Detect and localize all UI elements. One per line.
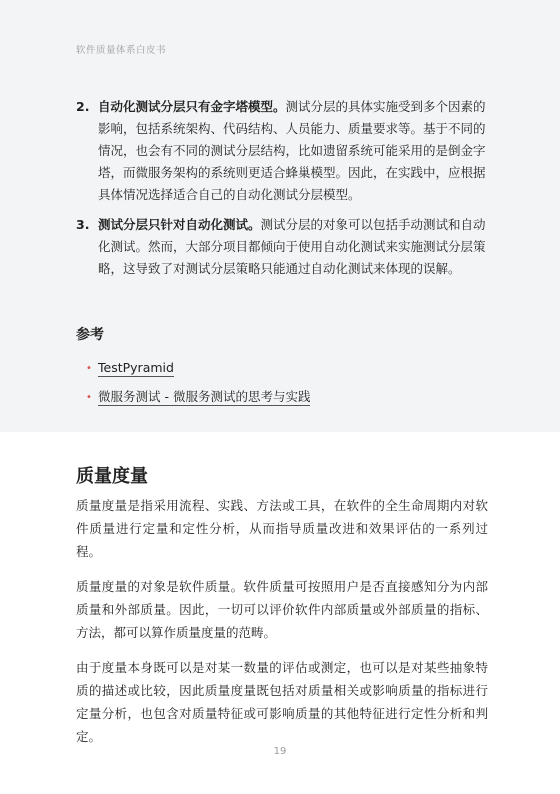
list-item (76, 96, 488, 206)
numbered-list (76, 96, 488, 288)
section-title: 质量度量 (76, 466, 148, 487)
list-item-text (98, 96, 488, 206)
list-item (76, 214, 488, 280)
references-heading: 参考 (76, 327, 104, 343)
reference-link-testpyramid[interactable]: TestPyramid (98, 359, 174, 375)
paragraph: 由于度量本身既可以是对某一数量的评估或测定，也可以是对某些抽象特质的描述或比较，因此质量度量既包括对质量相关或影响质量的指标进行定量分析，也包含对质量特征或可影响质量的其他特征进行定性分析和判定。 (76, 660, 488, 744)
paragraph: 质量度量的对象是软件质量。软件质量可按照用户是否直接感知分为内部质量和外部质量。因此，一切可以评价软件内部质量或外部质量的指标、方法，都可以算作质量度量的范畴。 (76, 579, 488, 640)
bullet-icon: • (86, 362, 92, 374)
list-item-lead: 测试分层只针对自动化测试。 (98, 217, 261, 232)
list-item-text (98, 214, 488, 280)
list-item-body: 测试分层的具体实施受到多个因素的影响，包括系统架构、代码结构、人员能力、质量要求等。基于不同的情况，也会有不同的测试分层结构，比如遗留系统可能采用的是倒金字塔，而微服务架构的系统则更适合蜂巢模型。因此，在实践中，应根据具体情况选择适合自己的自动化测试分层模型。 (98, 99, 486, 202)
paragraph: 质量度量是指采用流程、实践、方法或工具，在软件的全生命周期内对软件质量进行定量和定性分析，从而指导质量改进和效果评估的一系列过程。 (76, 498, 488, 559)
list-item-body: 测试分层的对象可以包括手动测试和自动化测试。然而，大部分项目都倾向于使用自动化测试来实施测试分层策略，这导致了对测试分层策略只能通过自动化测试来体现的误解。 (98, 217, 486, 276)
list-item-number: 3. (76, 217, 90, 232)
references-list (86, 356, 310, 414)
running-header: 软件质量体系白皮书 (76, 45, 167, 56)
reference-item (86, 356, 310, 380)
page-number: 19 (273, 746, 287, 757)
reference-item (86, 385, 310, 409)
section-body (76, 494, 488, 760)
list-item-number: 2. (76, 99, 90, 114)
list-item-lead: 自动化测试分层只有金字塔模型。 (98, 99, 286, 114)
reference-link-microservice-testing[interactable]: 微服务测试 - 微服务测试的思考与实践 (98, 388, 311, 404)
bullet-icon: • (86, 391, 92, 403)
